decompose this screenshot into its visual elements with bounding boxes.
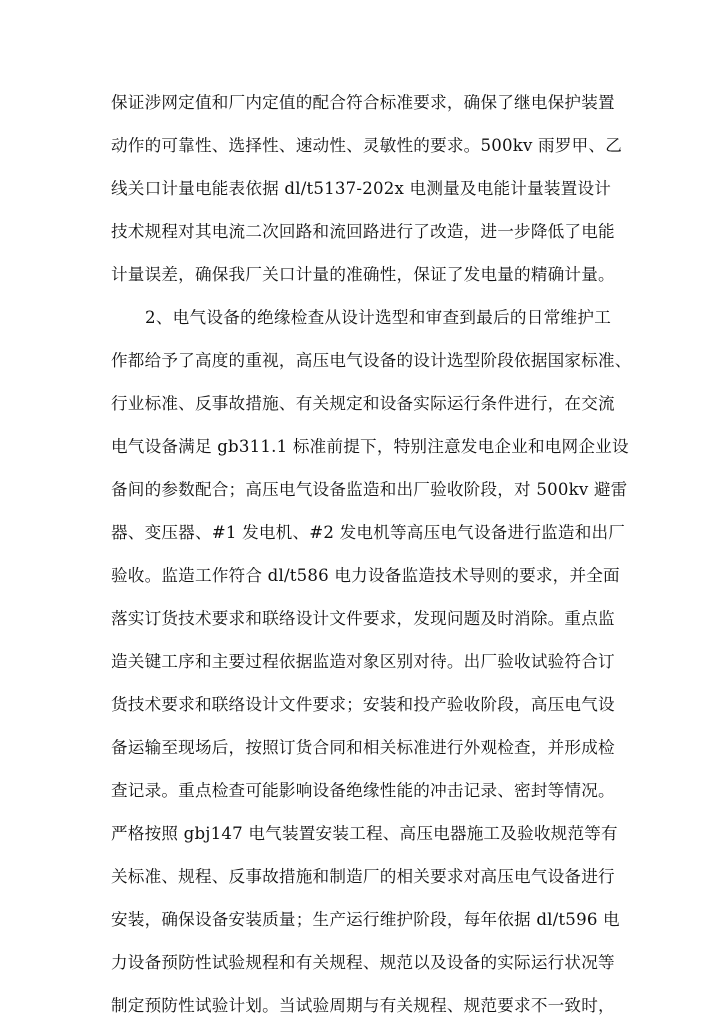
- text-line: 备运输至现场后，按照订货合同和相关标准进行外观检查，并形成检: [111, 738, 615, 757]
- text-line: 验收。监造工作符合 dl/t586 电力设备监造技术导则的要求，并全面: [111, 566, 620, 585]
- text-line: 货技术要求和联络设计文件要求；安装和投产验收阶段，高压电气设: [111, 695, 615, 714]
- text-line: 力设备预防性试验规程和有关规程、规范以及设备的实际运行状况等: [111, 953, 615, 972]
- text-line: 线关口计量电能表依据 dl/t5137-202x 电测量及电能计量装置设计: [111, 179, 612, 198]
- text-line: 造关键工序和主要过程依据监造对象区别对待。出厂验收试验符合订: [111, 652, 615, 671]
- text-line: 保证涉网定值和厂内定值的配合符合标准要求，确保了继电保护装置: [111, 93, 615, 112]
- text-line: 制定预防性试验计划。当试验周期与有关规程、规范要求不一致时，: [111, 996, 615, 1015]
- text-line: 技术规程对其电流二次回路和流回路进行了改造，进一步降低了电能: [111, 222, 615, 241]
- text-line: 动作的可靠性、选择性、速动性、灵敏性的要求。500kv 雨罗甲、乙: [111, 136, 623, 155]
- text-line: 作都给予了高度的重视，高压电气设备的设计选型阶段依据国家标准、: [111, 351, 632, 370]
- text-line: 备间的参数配合；高压电气设备监造和出厂验收阶段，对 500kv 避雷: [111, 480, 628, 499]
- text-line: 严格按照 gbj147 电气装置安装工程、高压电器施工及验收规范等有: [111, 824, 618, 843]
- text-line: 电气设备满足 gb311.1 标准前提下，特别注意发电企业和电网企业设: [111, 437, 629, 456]
- text-line: 器、变压器、#1 发电机、#2 发电机等高压电气设备进行监造和出厂: [111, 523, 626, 542]
- text-line: 计量误差，确保我厂关口计量的准确性，保证了发电量的精确计量。: [111, 265, 615, 284]
- text-line: 安装，确保设备安装质量；生产运行维护阶段，每年依据 dl/t596 电: [111, 910, 620, 929]
- paragraph-start-line: 2、电气设备的绝缘检查从设计选型和审查到最后的日常维护工: [145, 308, 611, 327]
- text-line: 落实订货技术要求和联络设计文件要求，发现问题及时消除。重点监: [111, 609, 615, 628]
- text-line: 行业标准、反事故措施、有关规定和设备实际运行条件进行，在交流: [111, 394, 615, 413]
- text-line: 查记录。重点检查可能影响设备绝缘性能的冲击记录、密封等情况。: [111, 781, 615, 800]
- text-line: 关标准、规程、反事故措施和制造厂的相关要求对高压电气设备进行: [111, 867, 615, 886]
